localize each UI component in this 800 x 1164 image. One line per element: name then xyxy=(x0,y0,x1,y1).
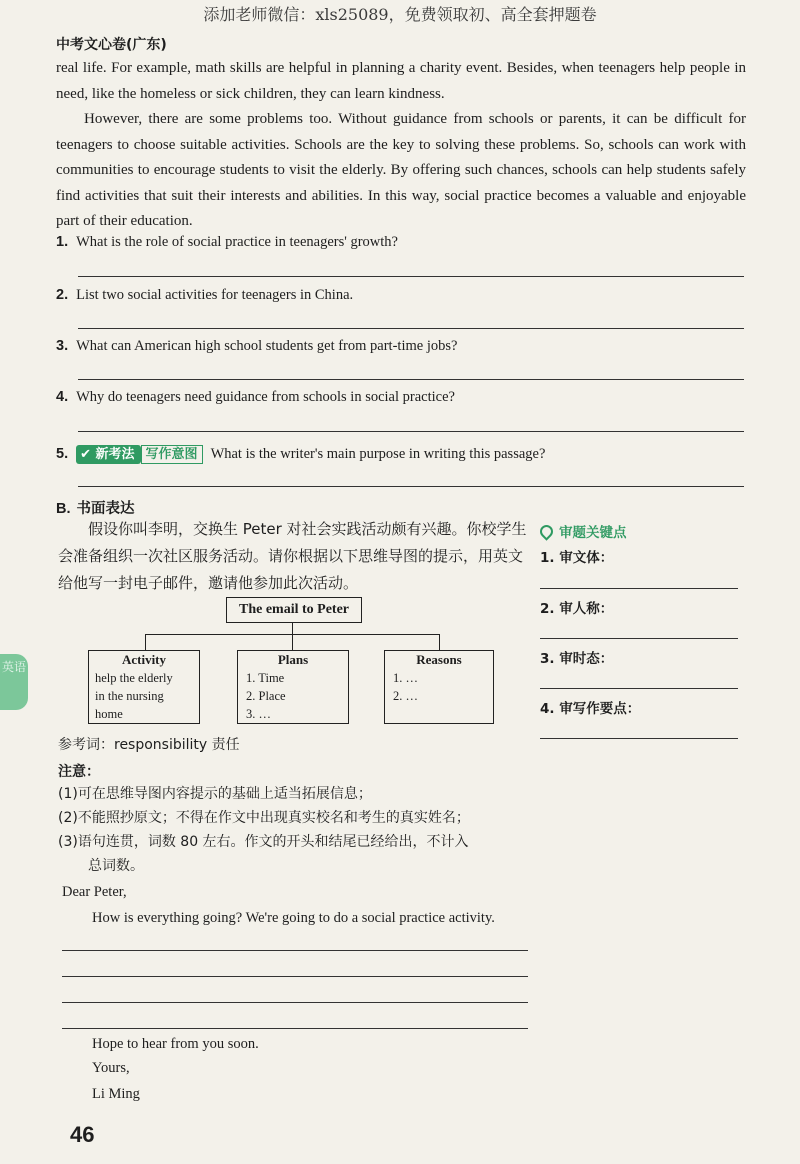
key-points-title xyxy=(540,521,627,541)
mindmap-plans-line: 3. … xyxy=(246,707,271,721)
reference-words: 参考词：responsibility 责任 xyxy=(58,737,240,753)
key-point-4: 4. 审写作要点： xyxy=(540,701,641,717)
running-header: 中考文心卷(广东) xyxy=(56,37,167,53)
passage-paragraph-2: However, there are some problems too. Without guidance from schools or parents, it can be difficult for teenagers to choose suitable activities. Schools are the key to solving these problems. So, schools can work with communities to encourage students to visit the elderly. By offering such chances, schools can help students safely find activities that suit their interests and abilities. In this way, social practice becomes a valuable and enjoyable part of their education. xyxy=(56,111,746,229)
location-pin-icon xyxy=(537,522,555,540)
mindmap-plans-title: Plans xyxy=(277,652,309,667)
question-number: 4. xyxy=(56,389,69,405)
letter-signoff: Yours, xyxy=(92,1060,130,1076)
key-point-2: 2. 审人称： xyxy=(540,601,614,617)
note-item-1: (1)可在思维导图内容提示的基础上适当拓展信息； xyxy=(58,786,372,802)
question-text: Why do teenagers need guidance from schools in social practice? xyxy=(76,389,455,405)
question-text: What is the writer's main purpose in writing this passage? xyxy=(210,446,546,462)
subject-side-tab: 英语 xyxy=(0,654,28,710)
question-number: 2. xyxy=(56,287,69,303)
new-method-tag xyxy=(76,445,140,464)
answer-line-2[interactable] xyxy=(78,328,744,329)
letter-name: Li Ming xyxy=(92,1086,140,1102)
mindmap-connector xyxy=(292,634,293,650)
watermark-text: 添加老师微信：xls25089，免费领取初、高全套押题卷 xyxy=(203,5,597,24)
question-number: 3. xyxy=(56,338,69,354)
question-3 xyxy=(56,338,457,355)
mindmap-activity-title: Activity xyxy=(121,652,167,667)
section-b-title: 书面表达 xyxy=(76,501,135,517)
question-5 xyxy=(56,443,545,463)
writing-task: 假设你叫李明，交换生 Peter 对社会实践活动颇有兴趣。你校学生会准备组织一次社区服务活动。请你根据以下思维导图的提示，用英文给他写一封电子邮件，邀请他参加此次活动。 xyxy=(58,520,527,592)
key-points-title-text: 审题关键点 xyxy=(559,525,627,541)
key-point-1: 1. 审文体： xyxy=(540,550,614,566)
mindmap-plans-box xyxy=(237,650,349,724)
question-4 xyxy=(56,389,455,406)
mindmap-activity-line: help the elderly xyxy=(95,671,173,685)
check-icon: ✔ xyxy=(80,447,91,462)
mindmap-reasons-line: 2. … xyxy=(393,689,418,703)
mindmap-connector xyxy=(439,634,440,650)
mindmap-reasons-line: 1. … xyxy=(393,671,418,685)
mindmap-reasons-box xyxy=(384,650,494,724)
notes-title: 注意： xyxy=(58,764,100,780)
letter-closing: Hope to hear from you soon. xyxy=(92,1036,259,1052)
question-text: What is the role of social practice in teenagers' growth? xyxy=(76,234,398,250)
writing-line-4[interactable] xyxy=(62,1028,528,1029)
page-number: 46 xyxy=(70,1122,95,1147)
section-b-heading xyxy=(56,497,135,518)
answer-line-4[interactable] xyxy=(78,431,744,432)
question-1 xyxy=(56,234,398,251)
key-point-line-3[interactable] xyxy=(540,688,738,689)
question-2 xyxy=(56,287,353,304)
writing-intent-tag: 写作意图 xyxy=(141,445,203,464)
key-point-line-4[interactable] xyxy=(540,738,738,739)
letter-greeting: Dear Peter, xyxy=(62,884,127,900)
writing-line-2[interactable] xyxy=(62,976,528,977)
question-text: What can American high school students get from part-time jobs? xyxy=(76,338,458,354)
key-point-3: 3. 审时态： xyxy=(540,651,614,667)
section-b-label: B. xyxy=(56,501,71,517)
mindmap-connector xyxy=(145,634,146,650)
new-method-tag-label: 新考法 xyxy=(95,447,135,462)
note-item-2: (2)不能照抄原文；不得在作文中出现真实校名和考生的真实姓名； xyxy=(58,810,470,826)
question-number: 1. xyxy=(56,234,69,250)
answer-line-1[interactable] xyxy=(78,276,744,277)
letter-opening: How is everything going? We're going to do a social practice activity. xyxy=(92,910,495,926)
mindmap-plans-line: 1. Time xyxy=(246,671,285,685)
mindmap-activity-line: home xyxy=(95,707,123,721)
mindmap-plans-line: 2. Place xyxy=(246,689,286,703)
answer-line-5[interactable] xyxy=(78,486,744,487)
note-item-3: (3)语句连贯，词数 80 左右。作文的开头和结尾已经给出，不计入 xyxy=(58,834,469,850)
question-number: 5. xyxy=(56,446,69,462)
mindmap-reasons-title: Reasons xyxy=(416,652,462,667)
writing-line-3[interactable] xyxy=(62,1002,528,1003)
passage-paragraph-1: real life. For example, math skills are helpful in planning a charity event. Besides, when teenagers help people in need, like the homeless or sick children, they can learn kindness. xyxy=(56,60,746,102)
note-item-4: 总词数。 xyxy=(88,858,144,874)
mindmap-activity-box xyxy=(88,650,200,724)
key-point-line-1[interactable] xyxy=(540,588,738,589)
answer-line-3[interactable] xyxy=(78,379,744,380)
question-text: List two social activities for teenagers in China. xyxy=(76,287,354,303)
writing-line-1[interactable] xyxy=(62,950,528,951)
mindmap-root: The email to Peter xyxy=(226,597,362,623)
mindmap-activity-line: in the nursing xyxy=(95,689,164,703)
key-point-line-2[interactable] xyxy=(540,638,738,639)
